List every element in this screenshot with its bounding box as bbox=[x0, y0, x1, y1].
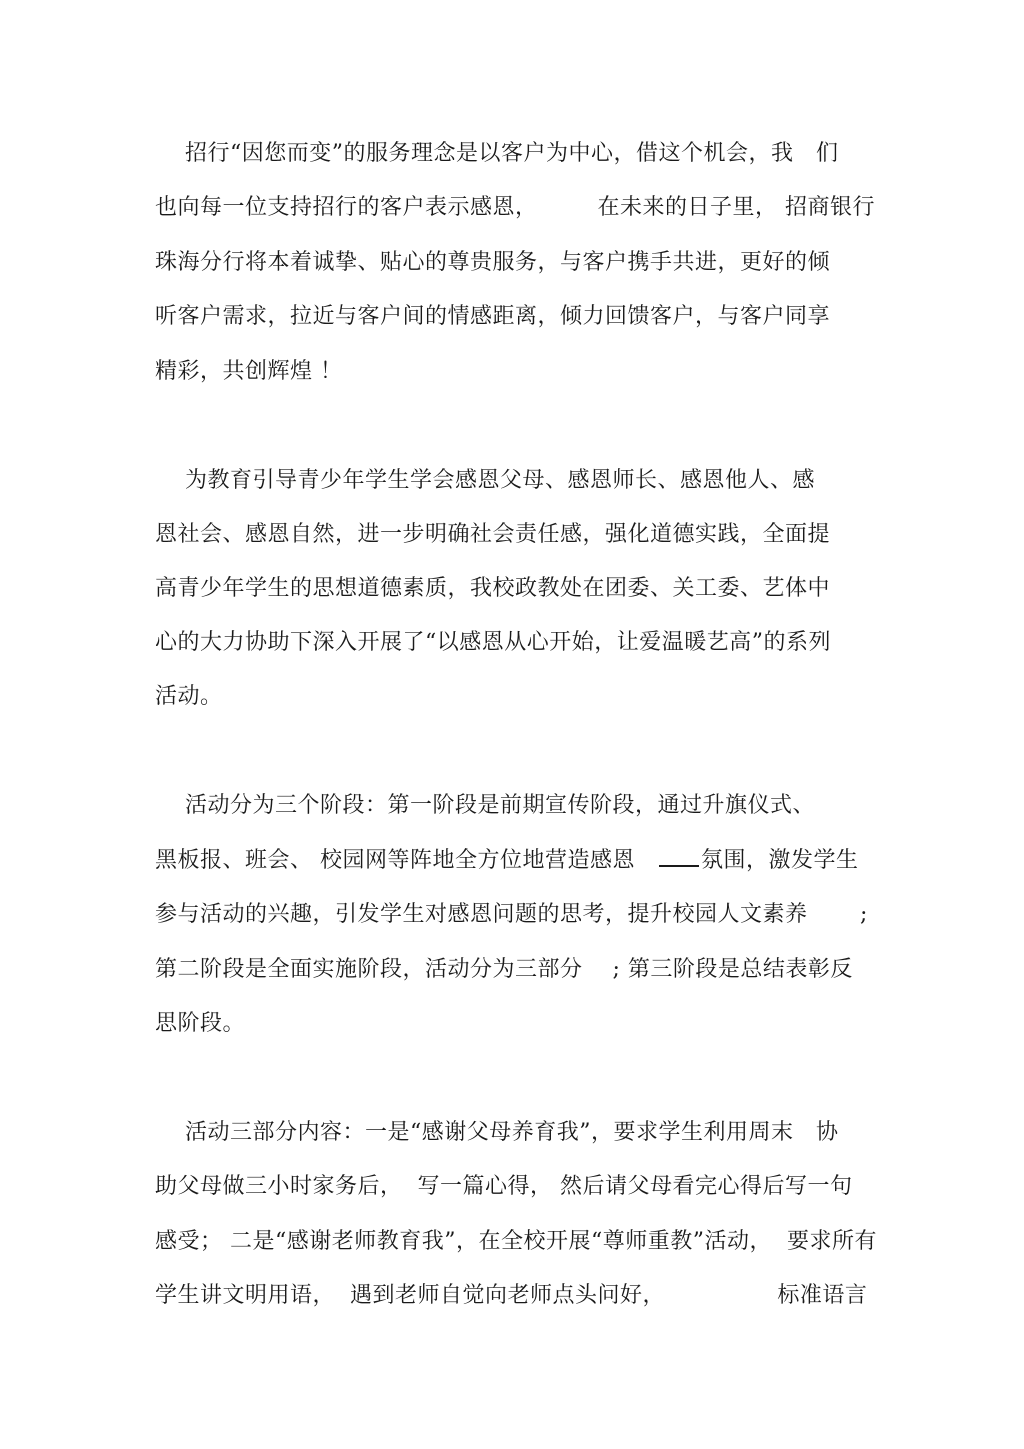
paragraph-3-line-2 bbox=[155, 846, 859, 876]
paragraph-3-line-3: 参与活动的兴趣，引发学生对感恩问题的思考，提升校园人文素养 ; bbox=[155, 902, 868, 927]
paragraph-3-line-5: 思阶段。 bbox=[155, 1011, 246, 1036]
paragraph-1-line-1: 招行“因您而变”的服务理念是以客户为中心，借这个机会，我 们 bbox=[155, 141, 839, 166]
paragraph-3-line-2-tail: 氛围，激发学生 bbox=[701, 848, 859, 873]
paragraph-1-line-4: 听客户需求，拉近与客户间的情感距离，倾力回馈客户，与客户同享 bbox=[155, 304, 831, 329]
paragraph-1-line-5: 精彩，共创辉煌 ！ bbox=[155, 359, 343, 384]
paragraph-4-line-1: 活动三部分内容：一是“感谢父母养育我”，要求学生利用周末 协 bbox=[155, 1120, 839, 1145]
paragraph-2-line-2: 恩社会、感恩自然，进一步明确社会责任感，强化道德实践，全面提 bbox=[155, 522, 831, 547]
paragraph-3-line-1: 活动分为三个阶段：第一阶段是前期宣传阶段，通过升旗仪式、 bbox=[155, 793, 815, 818]
paragraph-2-line-5: 活动。 bbox=[155, 684, 223, 709]
paragraph-3-line-4: 第二阶段是全面实施阶段，活动分为三部分 ; 第三阶段是总结表彰反 bbox=[155, 957, 853, 982]
paragraph-3-line-2-text: 黑板报、班会、 校园网等阵地全方位地营造感恩 bbox=[155, 848, 635, 873]
paragraph-2-line-3: 高青少年学生的思想道德素质，我校政教处在团委、关工委、艺体中 bbox=[155, 576, 831, 601]
paragraph-1-line-2: 也向每一位支持招行的客户表示感恩， 在未来的日子里， 招商银行 bbox=[155, 195, 875, 220]
paragraph-2-line-1: 为教育引导青少年学生学会感恩父母、感恩师长、感恩他人、感 bbox=[155, 468, 815, 493]
paragraph-4-line-3: 感受； 二是“感谢老师教育我”，在全校开展“尊师重教”活动， 要求所有 bbox=[155, 1229, 877, 1254]
paragraph-2-line-4: 心的大力协助下深入开展了“以感恩从心开始，让爱温暖艺高”的系列 bbox=[155, 630, 831, 655]
fill-in-blank bbox=[659, 847, 699, 867]
paragraph-4-line-2: 助父母做三小时家务后， 写一篇心得， 然后请父母看完心得后写一句 bbox=[155, 1174, 853, 1199]
paragraph-4-line-4: 学生讲文明用语， 遇到老师自觉向老师点头问好， 标准语言 bbox=[155, 1283, 868, 1308]
paragraph-1-line-3: 珠海分行将本着诚挚、贴心的尊贵服务，与客户携手共进，更好的倾 bbox=[155, 250, 831, 275]
